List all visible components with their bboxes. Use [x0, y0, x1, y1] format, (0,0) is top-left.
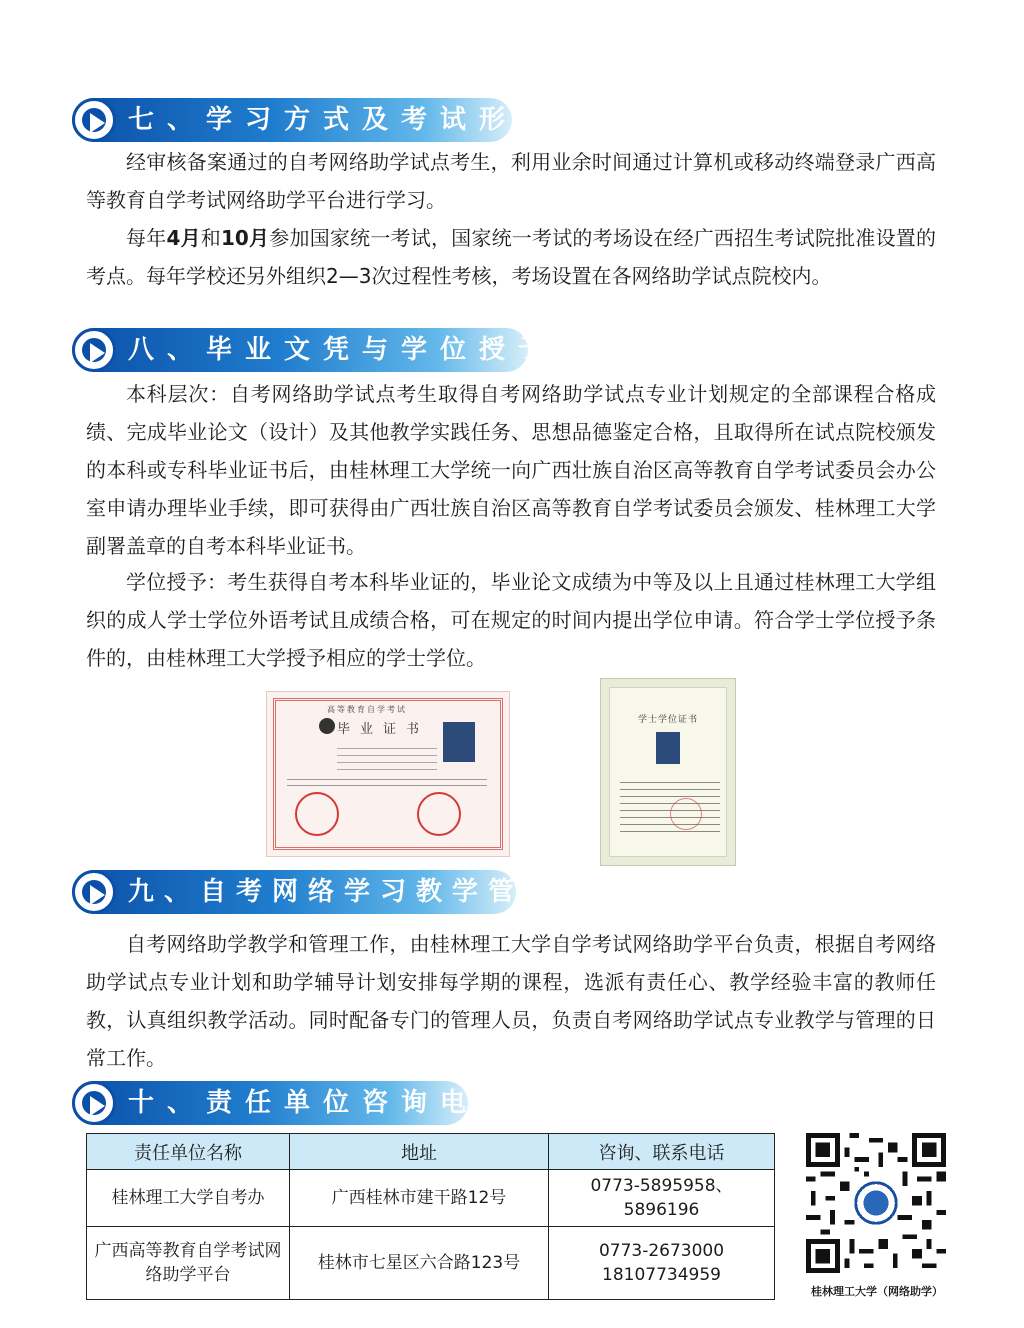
section-header-7 [72, 98, 558, 142]
unit-address: 桂林市七星区六合路123号 [290, 1227, 549, 1300]
section-header-8 [72, 328, 558, 372]
section-title: 十、责任单位咨询电话 [128, 1088, 519, 1118]
unit-address: 广西桂林市建干路12号 [290, 1170, 549, 1227]
unit-name: 广西高等教育自学考试网络助学平台 [87, 1227, 290, 1300]
diploma-certificate-image [266, 691, 510, 857]
contact-table [86, 1133, 775, 1300]
s7-paragraph-1: 经审核备案通过的自考网络助学试点考生，利用业余时间通过计算机或移动终端登录广西高等教育自学考试网络助学平台进行学习。 [86, 150, 936, 212]
seal-icon [670, 798, 702, 830]
diploma-title: 毕业证书 [337, 722, 430, 737]
play-icon [72, 98, 116, 142]
degree-certificate-image [600, 678, 736, 866]
table-row [87, 1170, 775, 1227]
play-icon [72, 870, 116, 914]
section-header-10 [72, 1081, 519, 1125]
s8-paragraph-1: 本科层次：自考网络助学试点考生取得自考网络助学试点专业计划规定的全部课程合格成绩、完成毕业论文（设计）及其他教学实践任务、思想品德鉴定合格，且取得所在试点院校颁发的本科或专科毕业证书后，由桂林理工大学统一向广西壮族自治区高等教育自学考试委员会办公室申请办理毕业手续，即可获得由广西壮族自治区高等教育自学考试委员会颁发、桂林理工大学副署盖章的自考本科毕业证书。 [86, 382, 936, 558]
column-header: 责任单位名称 [87, 1134, 290, 1170]
text-lines [620, 776, 720, 836]
diploma-head: 高等教育自学考试 [327, 705, 407, 714]
column-header: 地址 [290, 1134, 549, 1170]
s8-paragraph-2: 学位授予：考生获得自考本科毕业证的，毕业论文成绩为中等及以上且通过桂林理工大学组织的成人学士学位外语考试且成绩合格，可在规定的时间内提出学位申请。符合学士学位授予条件的，由桂林理工大学授予相应的学士学位。 [86, 570, 936, 670]
text-lines [287, 774, 487, 790]
table-header-row [87, 1134, 775, 1170]
qr-caption: 桂林理工大学（网络助学） [811, 1285, 943, 1298]
column-header: 咨询、联系电话 [549, 1134, 775, 1170]
photo [656, 732, 680, 764]
play-icon [72, 1081, 116, 1125]
logo-icon [319, 718, 335, 734]
table-row [87, 1227, 775, 1300]
section-header-9 [72, 870, 561, 914]
month-october: 10月 [221, 226, 270, 250]
text-lines [337, 742, 437, 772]
section-title: 九、自考网络学习教学管理 [128, 877, 561, 907]
month-april: 4月 [166, 226, 201, 250]
qr-code-icon[interactable] [806, 1133, 946, 1273]
section-title: 七、学习方式及考试形式 [128, 105, 558, 135]
s7-paragraph-2: 每年4月和10月参加国家统一考试，国家统一考试的考场设在经广西招生考试院批准设置的考点。每年学校还另外组织2—3次过程性考核，考场设置在各网络助学试点院校内。 [86, 226, 937, 288]
seal-icon [417, 792, 461, 836]
play-icon [72, 328, 116, 372]
unit-phone: 0773-5895958、5896196 [549, 1170, 775, 1227]
unit-name: 桂林理工大学自考办 [87, 1170, 290, 1227]
seal-icon [295, 792, 339, 836]
s9-paragraph-1: 自考网络助学教学和管理工作，由桂林理工大学自学考试网络助学平台负责，根据自考网络助学试点专业计划和助学辅导计划安排每学期的课程，选派有责任心、教学经验丰富的教师任教，认真组织教学活动。同时配备专门的管理人员，负责自考网络助学试点专业教学与管理的日常工作。 [86, 932, 936, 1070]
photo [443, 722, 475, 762]
section-title: 八、毕业文凭与学位授予 [128, 335, 558, 365]
unit-phone: 0773-2673000 18107734959 [549, 1227, 775, 1300]
degree-title: 学士学位证书 [638, 715, 699, 725]
